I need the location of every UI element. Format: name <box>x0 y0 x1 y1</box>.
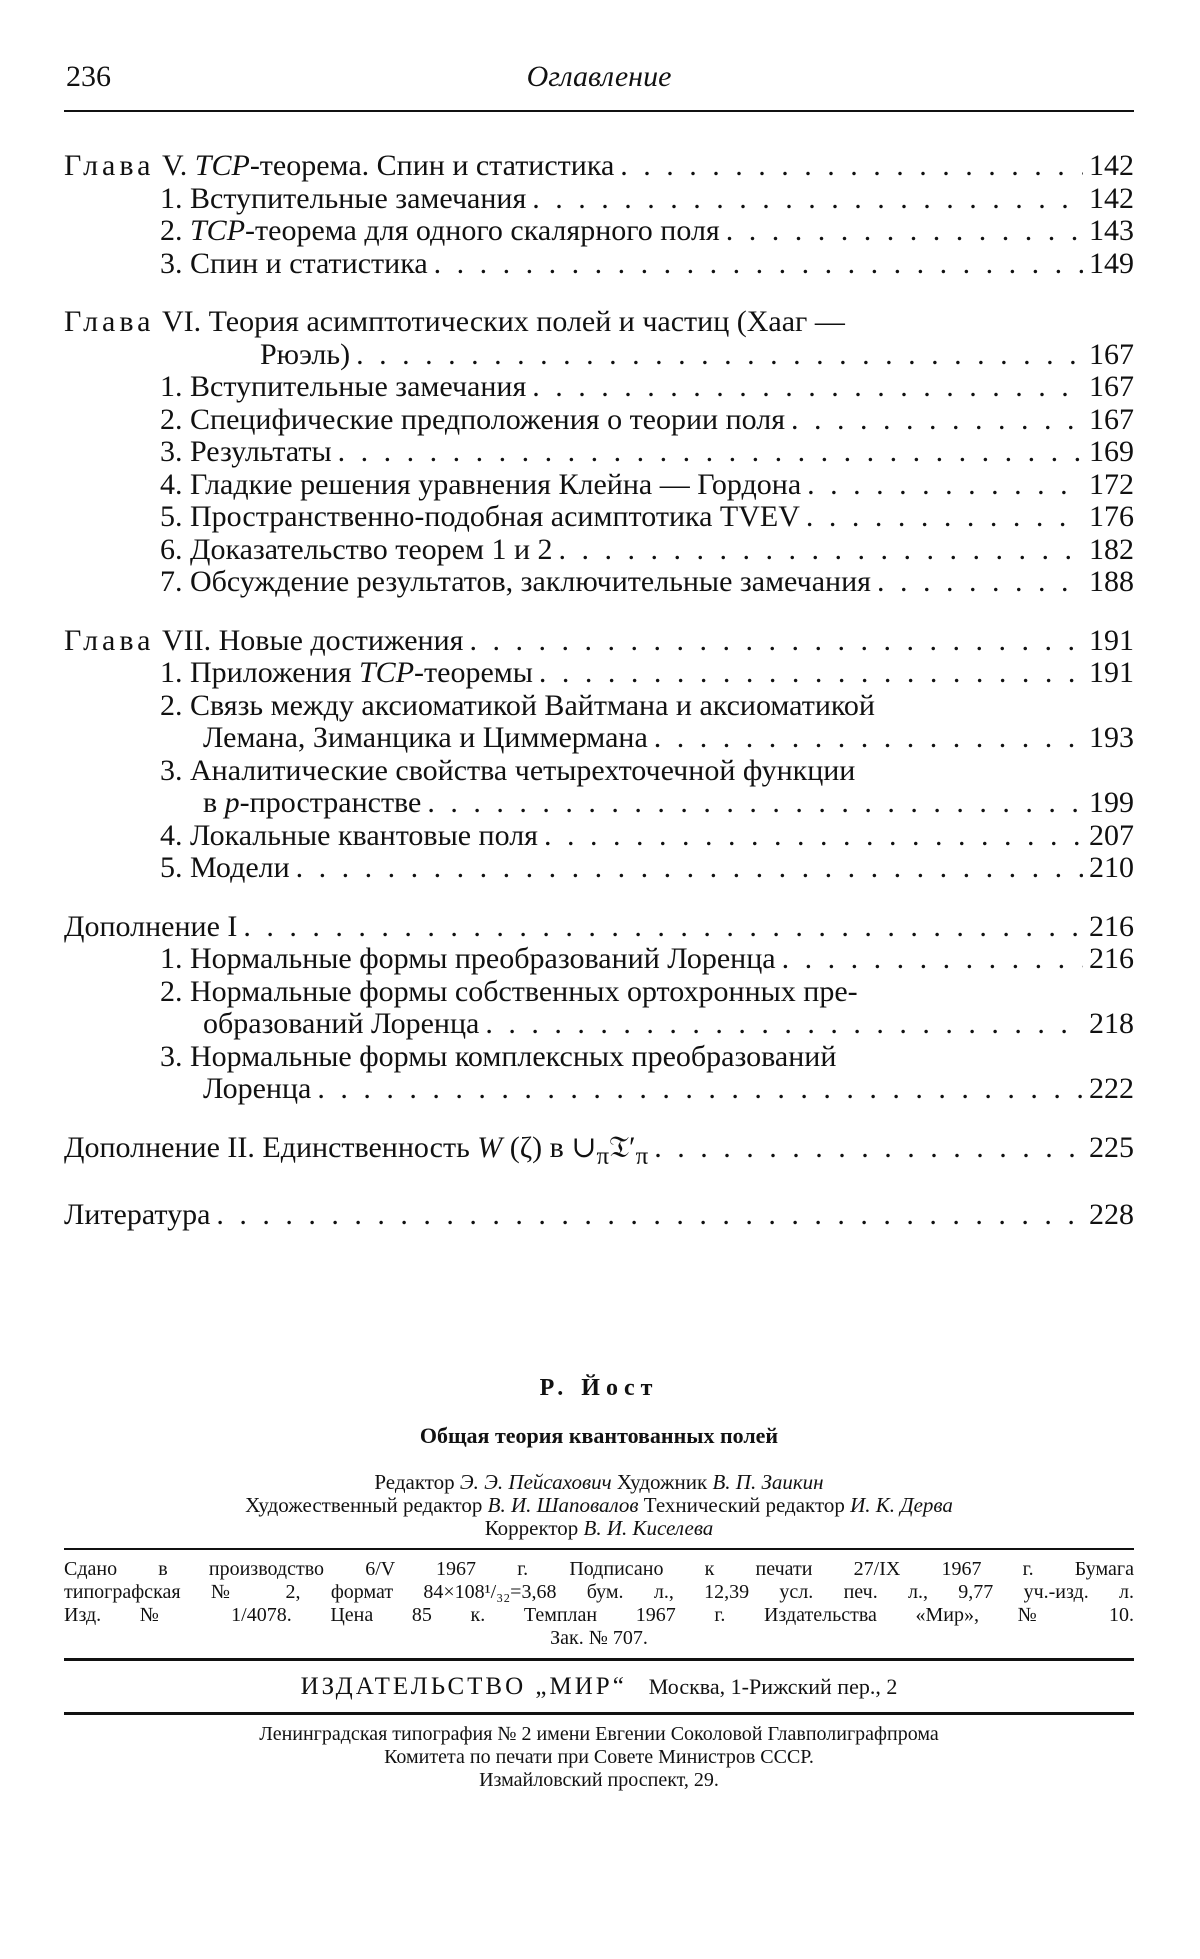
print-info: Сдано в производство 6/V 1967 г. Подписано к печати 27/IX 1967 г. Бумага типографская № 2, формат 84×108¹/₃₂=3,68 бум. л., 12,39 усл. печ. л., 9,77 уч.-изд. л. Изд. № 1/4078. Цена 85 к. Темплан 1967 г. Издательства «Мир», № 10. Зак. № 707. <box>64 1558 1134 1649</box>
toc-item: 2. Связь между аксиоматикой Вайтмана и аксиоматикой <box>160 688 875 722</box>
page-ref: 142 <box>1089 149 1134 182</box>
toc-item: 4. Локальные квантовые поля . . . 207 <box>64 820 1134 853</box>
toc-item: 3. Результаты . . . 169 <box>64 436 1134 469</box>
table-of-contents <box>64 150 1134 1232</box>
toc-appendix-1: Дополнение I . . . 216 <box>64 911 1134 944</box>
page-number: 236 <box>66 60 111 93</box>
toc-chapter-6: Глава VI. Теория асимптотических полей и частиц (Хааг — <box>64 305 845 338</box>
printer-info: Ленинградская типография № 2 имени Евгении Соколовой Главполиграфпрома Комитета по печати при Совете Министров СССР. Измайловский проспект, 29. <box>259 1723 939 1791</box>
toc-chapter-6-cont: Рюэль) . . . 167 <box>64 339 1134 372</box>
running-title: Оглавление <box>526 60 672 93</box>
toc-item-cont: в p-пространстве . . . 199 <box>64 787 1134 820</box>
toc-item: 3. Спин и статистика . . . 149 <box>64 248 1134 281</box>
toc-item: 6. Доказательство теорем 1 и 2 . . . 182 <box>64 534 1134 567</box>
toc-item: 3. Нормальные формы комплексных преобразований <box>160 1039 837 1073</box>
credits: Редактор Э. Э. Пейсахович Художник В. П. Заикин Художественный редактор В. И. Шаповалов Технический редактор И. К. Дерва Корректор В. И. Киселева <box>245 1470 953 1540</box>
toc-item-cont: образований Лоренца . . . 218 <box>64 1008 1134 1041</box>
toc-item-cont: Лоренца . . . 222 <box>64 1073 1134 1106</box>
page <box>64 60 1134 1791</box>
toc-chapter-5: Глава V. TCP-теорема. Спин и статистика . . . 142 <box>64 150 1134 183</box>
toc-item: 2. Нормальные формы собственных ортохронных пре- <box>160 974 858 1008</box>
toc-item: 5. Пространственно-подобная асимптотика TVEV . . . 176 <box>64 501 1134 534</box>
divider <box>64 1658 1134 1661</box>
toc-item: 7. Обсуждение результатов, заключительные замечания . . . 188 <box>64 566 1134 599</box>
colophon <box>64 1377 1134 1792</box>
toc-item: 1. Вступительные замечания . . . 167 <box>64 371 1134 404</box>
toc-item: 1. Приложения TCP-теоремы . . . 191 <box>64 657 1134 690</box>
header-rule <box>64 110 1134 112</box>
toc-item: 1. Вступительные замечания . . . 142 <box>64 183 1134 216</box>
toc-item: 4. Гладкие решения уравнения Клейна — Гордона . . . 172 <box>64 469 1134 502</box>
publisher: ИЗДАТЕЛЬСТВО „МИР“ Москва, 1-Рижский пер., 2 <box>300 1673 898 1700</box>
toc-item: 5. Модели . . . 210 <box>64 852 1134 885</box>
toc-item: 2. Специфические предположения о теории поля . . . 167 <box>64 404 1134 437</box>
page-header <box>64 60 1134 110</box>
toc-literature: Литература . . . 228 <box>64 1199 1134 1232</box>
toc-item-cont: Лемана, Зиманцика и Циммермана . . . 193 <box>64 722 1134 755</box>
divider <box>64 1548 1134 1550</box>
book-title: Общая теория квантованных полей <box>419 1423 779 1448</box>
toc-item: 3. Аналитические свойства четырехточечной функции <box>160 753 856 787</box>
divider <box>64 1712 1134 1715</box>
author: Р. Йост <box>539 1375 659 1401</box>
toc-chapter-7: Глава VII. Новые достижения . . . 191 <box>64 625 1134 658</box>
toc-appendix-2: Дополнение II. Единственность W (ζ) в $\cup_\pi 𝔗'_\pi$ . . . 225 <box>64 1132 1134 1174</box>
toc-item: 2. TCP-теорема для одного скалярного поля . . . 143 <box>64 215 1134 248</box>
toc-item: 1. Нормальные формы преобразований Лоренца . . . 216 <box>64 943 1134 976</box>
